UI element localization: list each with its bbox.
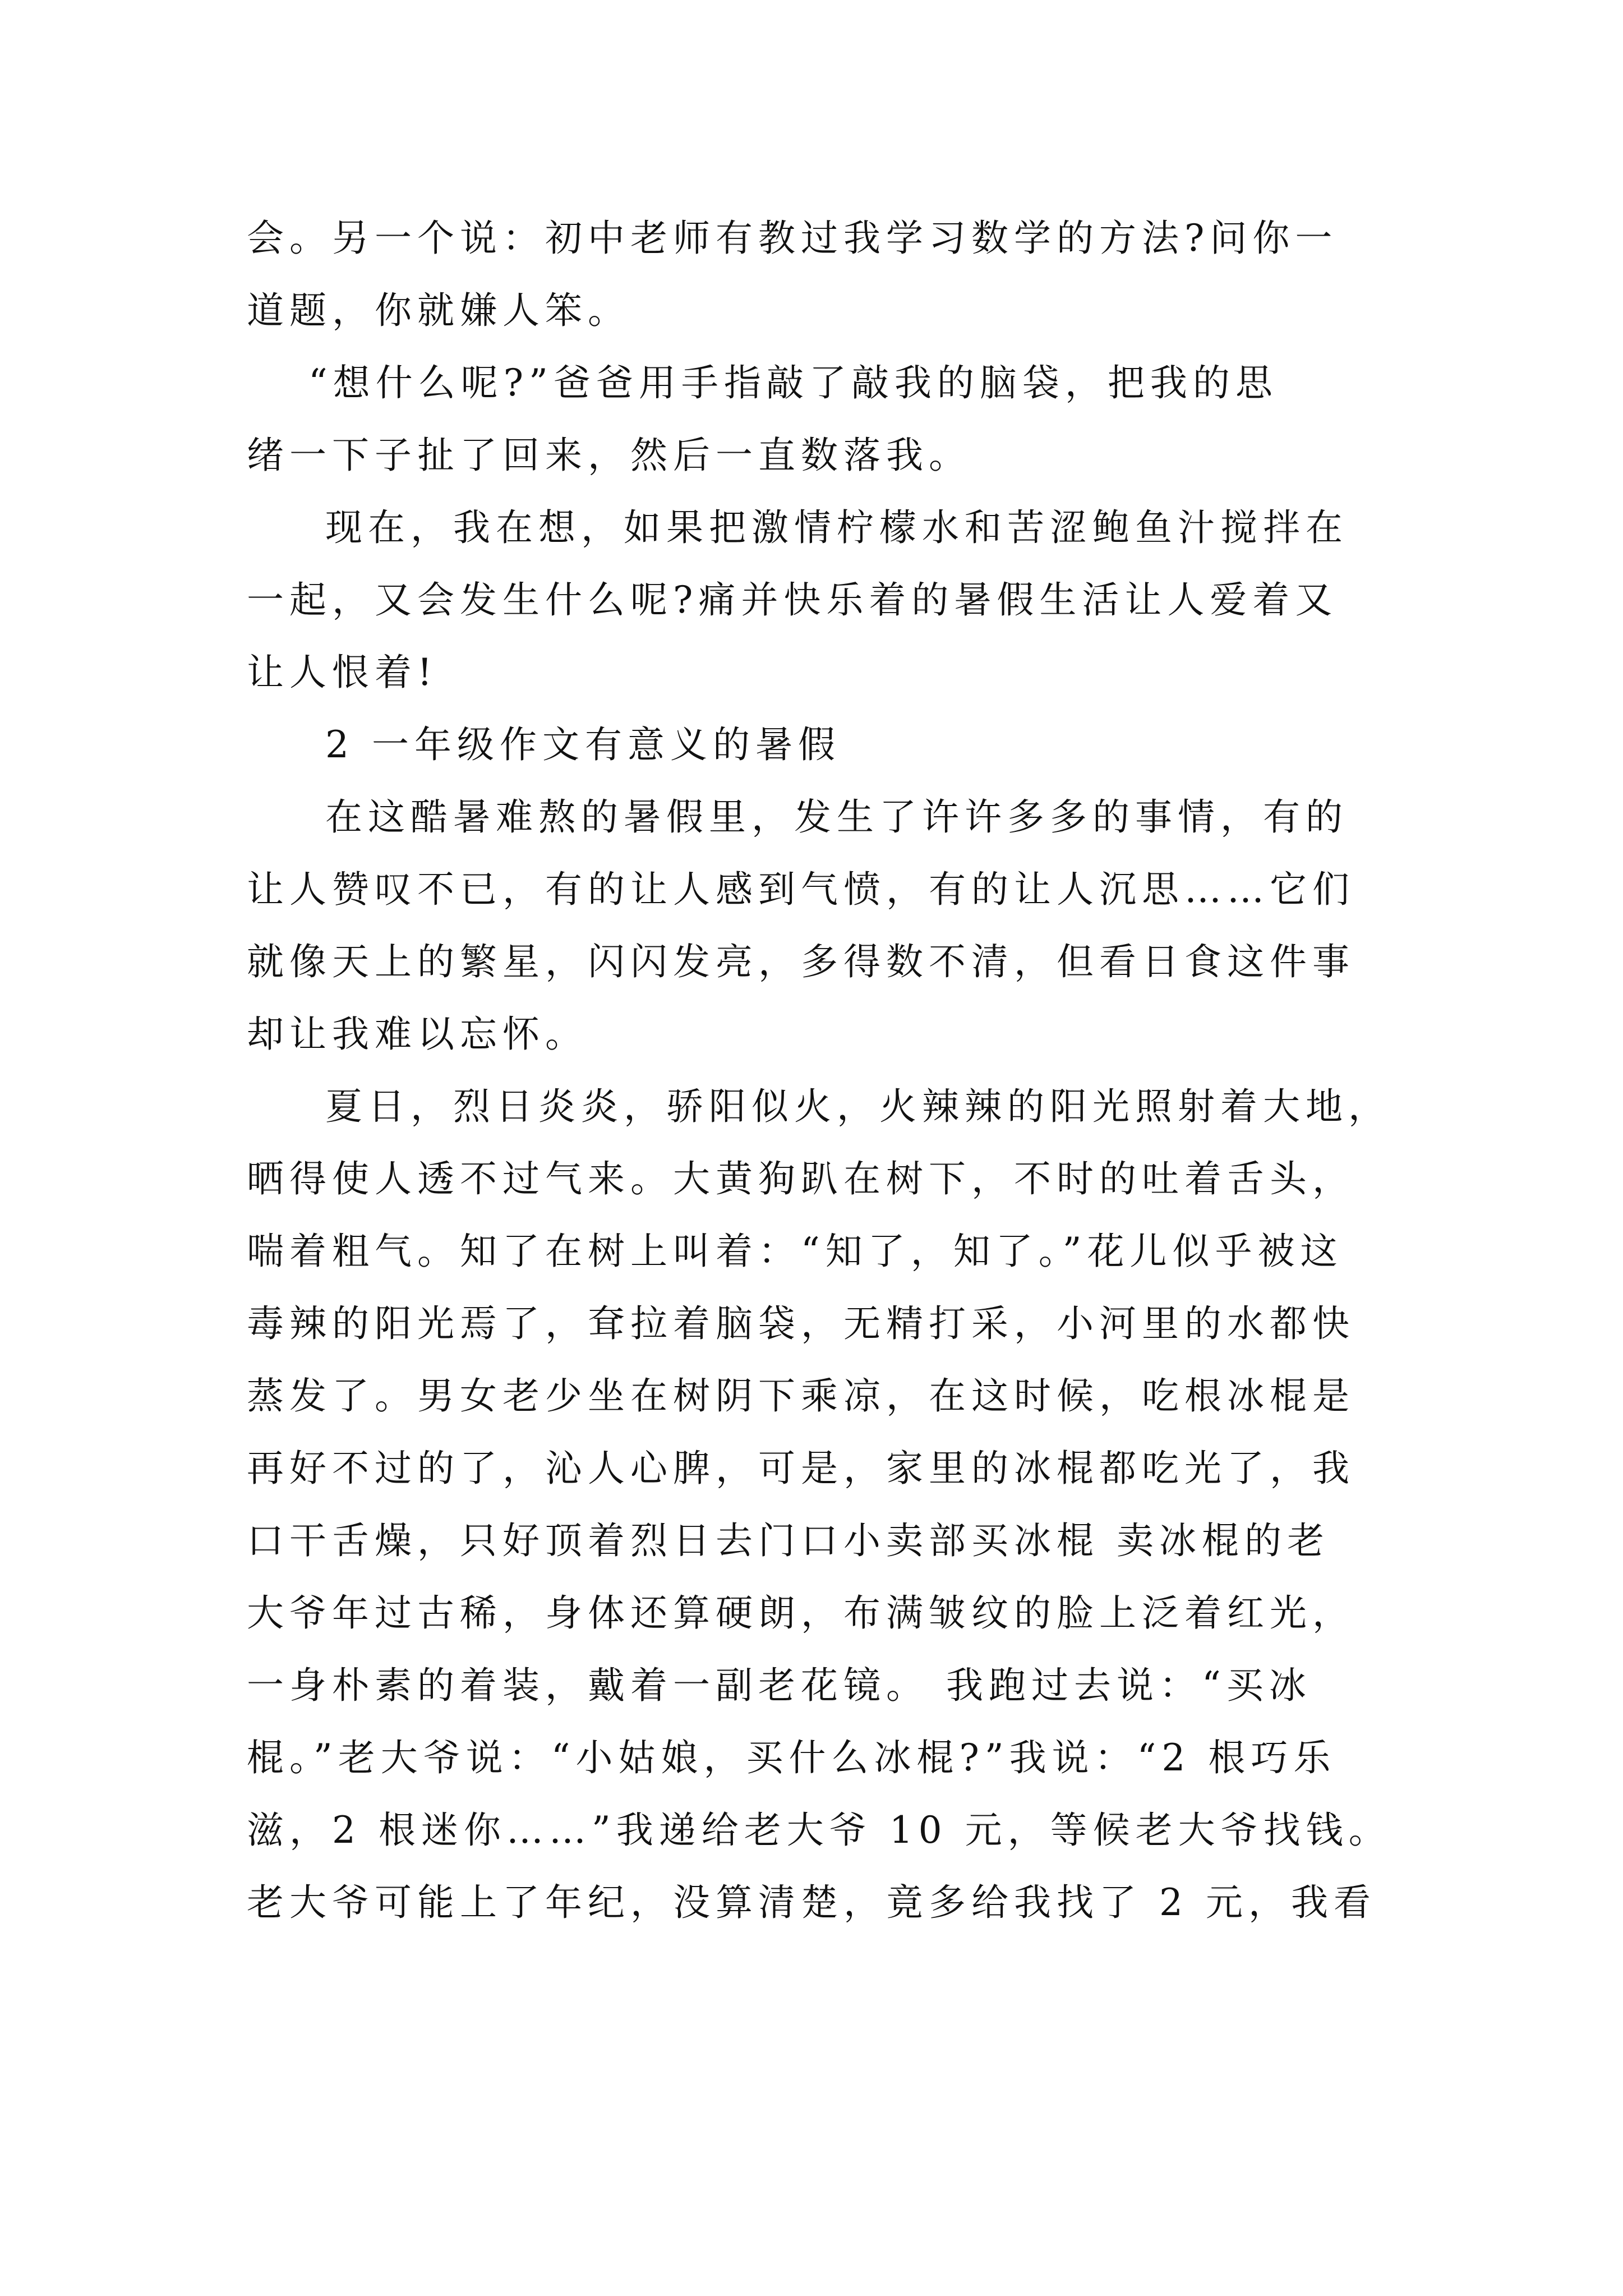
section-heading: 2 一年级作文有意义的暑假 <box>325 723 841 766</box>
text-line: 蒸发了。男女老少坐在树阴下乘凉，在这时候，吃根冰棍是 <box>247 1374 1355 1418</box>
text-line: 夏日，烈日炎炎，骄阳似火，火辣辣的阳光照射着大地， <box>325 1085 1391 1128</box>
text-line: 大爷年过古稀，身体还算硬朗，布满皱纹的脸上泛着红光， <box>247 1591 1355 1635</box>
text-line: 口干舌燥，只好顶着烈日去门口小卖部买冰棍 卖冰棍的老 <box>247 1519 1330 1562</box>
text-line: 在这酷暑难熬的暑假里，发生了许许多多的事情，有的 <box>325 795 1348 839</box>
text-line: 毒辣的阳光焉了，耷拉着脑袋，无精打采，小河里的水都快 <box>247 1302 1355 1345</box>
text-line: 一身朴素的着装，戴着一副老花镜。 我跑过去说：“买冰 <box>247 1664 1312 1707</box>
text-line: “想什么呢?”爸爸用手指敲了敲我的脑袋，把我的思 <box>308 361 1278 404</box>
text-line: 让人恨着! <box>247 651 438 694</box>
text-line: 再好不过的了，沁人心脾，可是，家里的冰棍都吃光了，我 <box>247 1447 1355 1490</box>
text-line: 道题，你就嫌人笨。 <box>247 289 630 332</box>
text-line: 一起，又会发生什么呢?痛并快乐着的暑假生活让人爱着又 <box>247 578 1338 622</box>
text-line: 绪一下子扯了回来，然后一直数落我。 <box>247 434 971 477</box>
text-line: 让人赞叹不已，有的让人感到气愤，有的让人沉思……它们 <box>247 868 1355 911</box>
text-line: 喘着粗气。知了在树上叫着：“知了，知了。”花儿似乎被这 <box>247 1230 1343 1273</box>
body-text <box>247 202 1424 1939</box>
text-line: 滋，2 根迷你……”我递给老大爷 10 元，等候老大爷找钱。 <box>247 1809 1391 1852</box>
text-line: 却让我难以忘怀。 <box>247 1013 588 1056</box>
text-line: 棍。”老大爷说：“小姑娘，买什么冰棍?”我说：“2 根巧乐 <box>247 1736 1336 1779</box>
text-line: 会。另一个说：初中老师有教过我学习数学的方法?问你一 <box>247 217 1338 260</box>
text-line: 晒得使人透不过气来。大黄狗趴在树下，不时的吐着舌头， <box>247 1157 1355 1200</box>
text-line: 就像天上的繁星，闪闪发亮，多得数不清，但看日食这件事 <box>247 940 1355 983</box>
text-line: 现在，我在想，如果把激情柠檬水和苦涩鲍鱼汁搅拌在 <box>325 506 1348 549</box>
text-line: 老大爷可能上了年纪，没算清楚，竟多给我找了 2 元，我看 <box>247 1881 1376 1924</box>
